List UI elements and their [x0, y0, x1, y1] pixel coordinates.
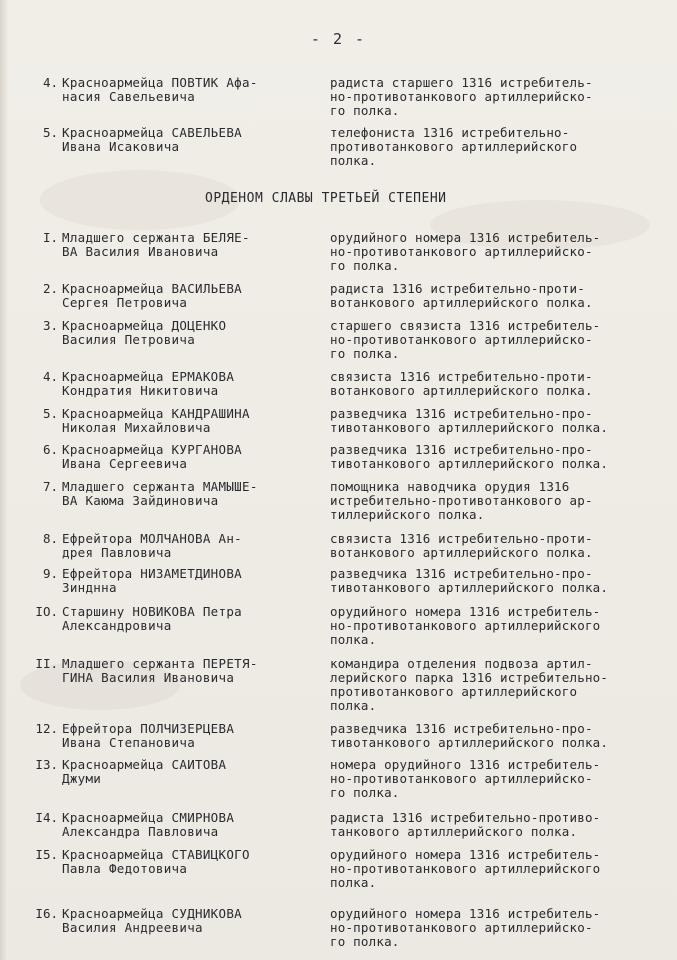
entry-number: 7. — [42, 479, 58, 494]
recipient-position: радиста 1316 истребительно-противо- танкового артиллерийского полка. — [330, 810, 601, 839]
entry-number: 6. — [42, 442, 58, 457]
recipient-position: радиста старшего 1316 истребитель- но-противотанкового артиллерийско- го полка. — [330, 75, 593, 118]
entry-number: 4. — [42, 369, 58, 384]
recipient-name: Красноармейца СТАВИЦКОГО Павла Федотовича — [62, 847, 250, 876]
recipient-name: Младшего сержанта МАМЫШЕ- ВА Каюма Зайдиновича — [62, 479, 258, 508]
recipient-name: Ефрейтора НИЗАМЕТДИНОВА Зинднна — [62, 566, 242, 595]
recipient-position: связиста 1316 истребительно-проти- вотанкового артиллерийского полка. — [330, 531, 593, 560]
recipient-position: связиста 1316 истребительно-проти- вотанкового артиллерийского полка. — [330, 369, 593, 398]
entry-number: 9. — [42, 566, 58, 581]
recipient-position: орудийного номера 1316 истребитель- но-противотанкового артиллерийско- го полка. — [330, 906, 601, 949]
recipient-position: разведчика 1316 истребительно-про- тивотанкового артиллерийского полка. — [330, 442, 609, 471]
entry-number: 5. — [42, 125, 58, 140]
entry-number: 5. — [42, 406, 58, 421]
entry-number: 12. — [35, 721, 58, 736]
entry-number: IO. — [35, 604, 58, 619]
recipient-position: разведчика 1316 истребительно-про- тивотанкового артиллерийского полка. — [330, 406, 609, 435]
recipient-name: Красноармейца КАНДРАШИНА Николая Михайловича — [62, 406, 250, 435]
recipient-position: командира отделения подвоза артил- лерийского парка 1316 истребительно- противотанкового артиллерийского полка. — [330, 656, 609, 713]
recipient-name: Младшего сержанта БЕЛЯЕ- ВА Василия Ивановича — [62, 230, 250, 259]
recipient-name: Красноармейца ВАСИЛЬЕВА Сергея Петровича — [62, 281, 242, 310]
entry-number: 3. — [42, 318, 58, 333]
section-title: ОРДЕНОМ СЛАВЫ ТРЕТЬЕЙ СТЕПЕНИ — [205, 191, 447, 206]
page-number: - 2 - — [310, 30, 367, 48]
entry-number: I5. — [35, 847, 58, 862]
recipient-name: Ефрейтора ПОЛЧИЗЕРЦЕВА Ивана Степановича — [62, 721, 235, 750]
recipient-name: Младшего сержанта ПЕРЕТЯ- ГИНА Василия Ивановича — [62, 656, 258, 685]
entry-number: I3. — [35, 757, 58, 772]
entry-number: I6. — [35, 906, 58, 921]
entry-number: I4. — [35, 810, 58, 825]
recipient-position: орудийного номера 1316 истребитель- но-противотанкового артиллерийского полка. — [330, 847, 601, 890]
recipient-name: Красноармейца СМИРНОВА Александра Павловича — [62, 810, 235, 839]
recipient-name: Красноармейца КУРГАНОВА Ивана Сергеевича — [62, 442, 242, 471]
recipient-position: разведчика 1316 истребительно-про- тивотанкового артиллерийского полка. — [330, 566, 609, 595]
recipient-position: радиста 1316 истребительно-проти- вотанкового артиллерийского полка. — [330, 281, 593, 310]
recipient-name: Красноармейца САВЕЛЬЕВА Ивана Исаковича — [62, 125, 242, 154]
recipient-position: номера орудийного 1316 истребитель- но-противотанкового артиллерийско- го полка. — [330, 757, 601, 800]
recipient-name: Ефрейтора МОЛЧАНОВА Ан- дрея Павловича — [62, 531, 242, 560]
entry-number: 4. — [42, 75, 58, 90]
recipient-name: Красноармейца СУДНИКОВА Василия Андреевича — [62, 906, 242, 935]
recipient-position: помощника наводчика орудия 1316 истребительно-противотанкового ар- тиллерийского полка. — [330, 479, 593, 522]
recipient-position: орудийного номера 1316 истребитель- но-противотанкового артиллерийского полка. — [330, 604, 601, 647]
recipient-position: орудийного номера 1316 истребитель- но-противотанкового артиллерийско- го полка. — [330, 230, 601, 273]
recipient-name: Красноармейца САИТОВА Джуми — [62, 757, 227, 786]
recipient-name: Красноармейца ПОВТИК Афа- насия Савельевича — [62, 75, 258, 104]
recipient-name: Красноармейца ДОЦЕНКО Василия Петровича — [62, 318, 227, 347]
entry-number: I. — [42, 230, 58, 245]
recipient-position: разведчика 1316 истребительно-про- тивотанкового артиллерийского полка. — [330, 721, 609, 750]
recipient-name: Старшину НОВИКОВА Петра Александровича — [62, 604, 242, 633]
entry-number: II. — [35, 656, 58, 671]
entry-number: 8. — [42, 531, 58, 546]
entry-number: 2. — [42, 281, 58, 296]
recipient-position: старшего связиста 1316 истребитель- но-противотанкового артиллерийско- го полка. — [330, 318, 601, 361]
recipient-name: Красноармейца ЕРМАКОВА Кондратия Никитовича — [62, 369, 235, 398]
recipient-position: телефониста 1316 истребительно- противотанкового артиллерийского полка. — [330, 125, 578, 168]
